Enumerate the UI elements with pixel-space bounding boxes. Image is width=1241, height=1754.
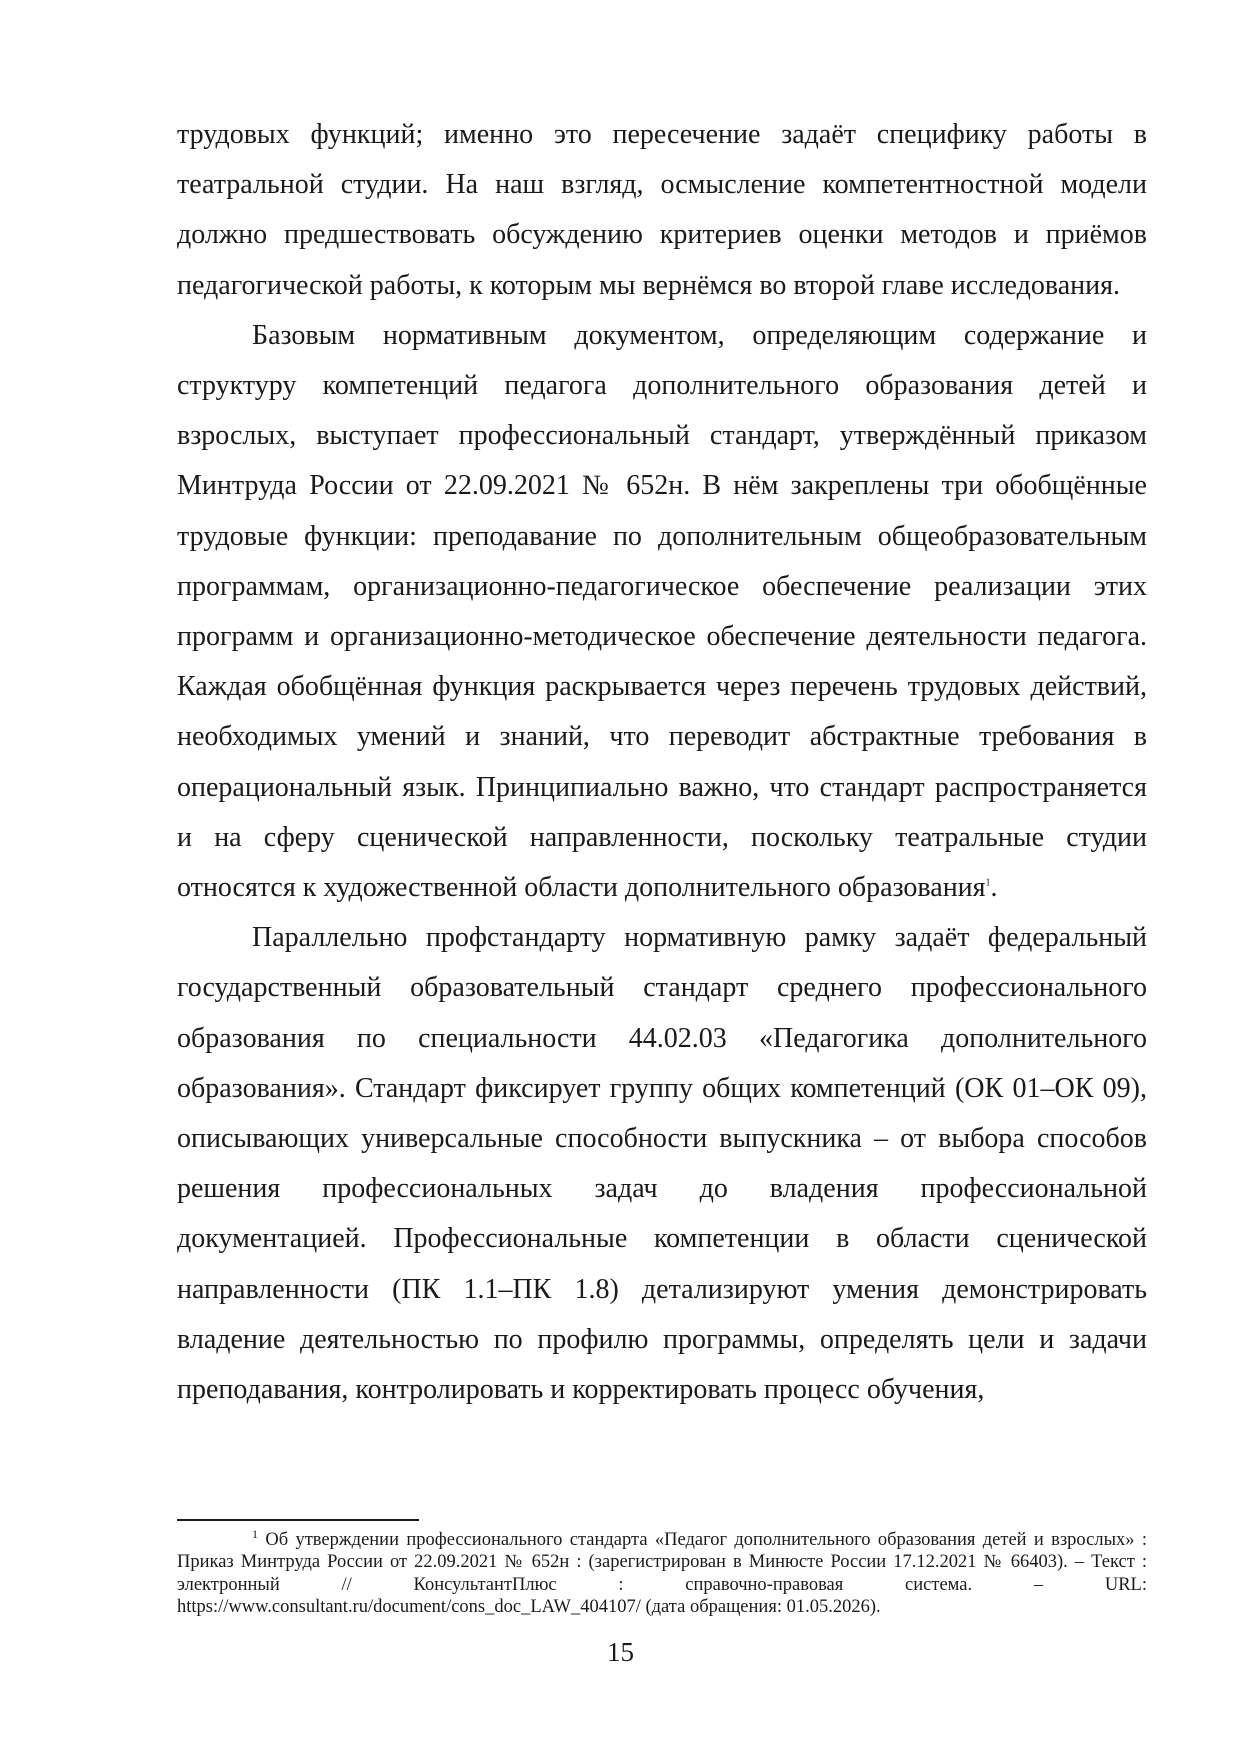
paragraph-continuation: трудовых функций; именно это пересечение задаёт специфику работы в театральной студии. На наш взгляд, осмысление компетентностной модели должно предшествовать обсуждению критериев оценки методов и приёмов педагогической работы, к которым мы вернёмся во второй главе исследования.: [177, 119, 1147, 301]
footnote: [177, 1526, 1147, 1618]
paragraph-fgos: Параллельно профстандарту нормативную рамку задаёт федеральный государственный образовательный стандарт среднего профессионального образования по специальности 44.02.03 «Педагогика дополнительного образования». Стандарт фиксирует группу общих компетенций (ОК 01–ОК 09), описывающих универсальные способности выпускника – от выбора способов решения профессиональных задач до владения профессиональной документацией. Профессиональные компетенции в области сценической направленности (ПК 1.1–ПК 1.8) детализируют умения демонстрировать владение деятельностью по профилю программы, определять цели и задачи преподавания, контролировать и корректировать процесс обучения,: [177, 922, 1147, 1406]
footnote-separator: [177, 1519, 419, 1521]
paragraph-professional-standard: [177, 311, 1147, 913]
paragraph-text: Базовым нормативным документом, определяющим содержание и структуру компетенций педагога дополнительного образования детей и взрослых, выступает профессиональный стандарт, утверждённый приказом Минтруда России от 22.09.2021 № 652н. В нём закреплены три обобщённые трудовые функции: преподавание по дополнительным общеобразовательным программам, организационно-педагогическое обеспечение реализации этих программ и организационно-методическое обеспечение деятельности педагога. Каждая обобщённая функция раскрывается через перечень трудовых действий, необходимых умений и знаний, что переводит абстрактные требования в операциональный язык. Принципиально важно, что стандарт распространяется и на сферу сценической направленности, поскольку театральные студии относятся к художественной области дополнительного образования: [177, 319, 1147, 904]
footnote-reference[interactable]: 1: [985, 877, 991, 889]
page-number: 15: [607, 1637, 634, 1667]
footnote-text: Об утверждении профессионального стандарта «Педагог дополнительного образования детей и взрослых» : Приказ Минтруда России от 22.09.2021 № 652н : (зарегистрирован в Минюсте России 17.12.2021 № 66403). – Текст : электронный // КонсультантПлюс : справочно-правовая система. – URL: https://www.consultant.ru/document/cons_doc_LAW_404107/ (дата обращения: 01.05.2026).: [177, 1530, 1147, 1617]
footnote-number: 1: [252, 1526, 258, 1541]
body-text: [177, 110, 1147, 1415]
paragraph-tail: .: [990, 872, 998, 904]
